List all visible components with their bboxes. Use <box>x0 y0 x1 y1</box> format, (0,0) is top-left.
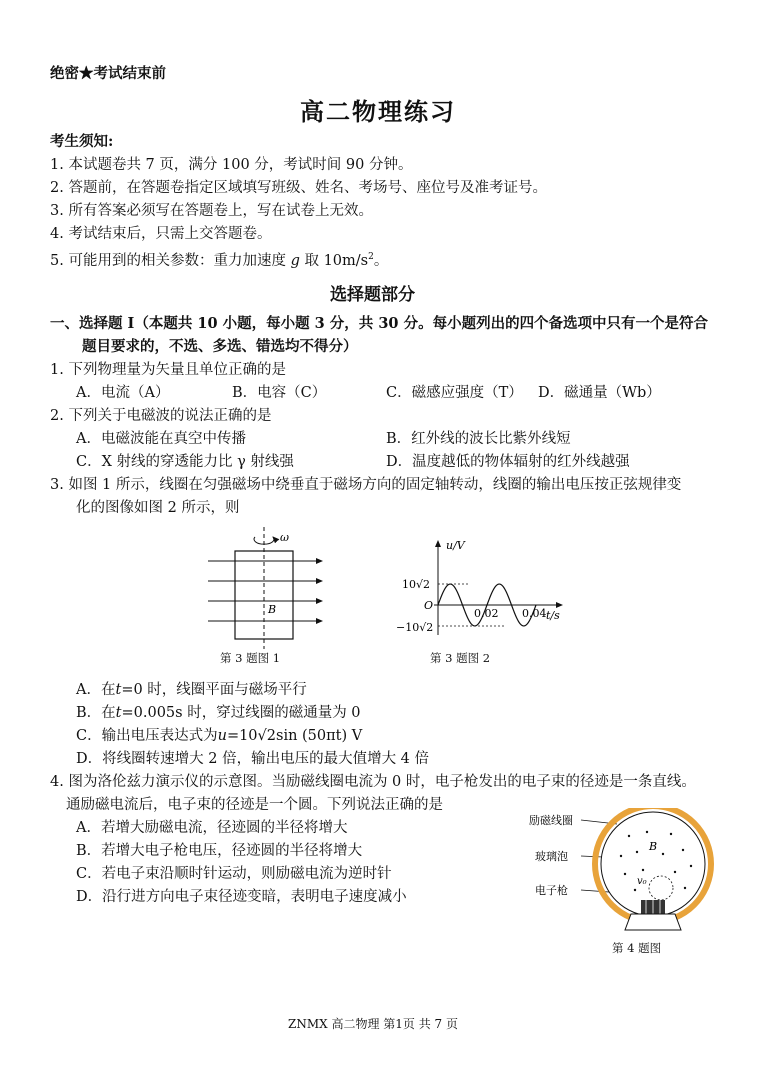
q1-stem: 1. 下列物理量为矢量且单位正确的是 <box>50 362 286 378</box>
q4-option-a: A．若增大励磁电流，径迹圆的半径将增大 <box>76 820 348 836</box>
page-title: 高二物理练习 <box>300 97 456 126</box>
q4-option-b: B．若增大电子枪电压，径迹圆的半径将增大 <box>76 843 363 859</box>
q2-option-d: D．温度越低的物体辐射的红外线越强 <box>386 454 630 470</box>
x-tick-label: 0.02 <box>474 607 499 620</box>
instruction-item-5: 5. 可能用到的相关参数：重力加速度 g 取 $10m/s^2$。 <box>50 252 389 269</box>
y-max-label: 10√2 <box>402 578 431 591</box>
coil-label: 励磁线圈 <box>529 814 573 827</box>
field-b-label: B <box>268 603 277 616</box>
q1-option-d: D．磁通量（Wb） <box>538 385 661 401</box>
instruction-item: 4. 考试结束后，只需上交答题卷。 <box>50 226 272 242</box>
v0-label: v₀ <box>637 876 647 887</box>
omega-label: ω <box>280 531 289 544</box>
page-footer: ZNMX 高二物理 第1页 共 7 页 <box>288 1017 459 1031</box>
q3-stem-cont: 化的图像如图 2 所示，则 <box>76 500 240 516</box>
bulb-label: 玻璃泡 <box>535 850 568 863</box>
q2-option-a: A．电磁波能在真空中传播 <box>76 431 246 447</box>
q4-figure-caption: 第 4 题图 <box>612 941 662 955</box>
q3-option-d: D．将线圈转速增大 2 倍，输出电压的最大值增大 4 倍 <box>76 751 430 767</box>
x-axis-label: t/s <box>546 609 560 622</box>
base-stand <box>625 914 681 930</box>
q3-option-a: A．在t=0 时，线圈平面与磁场平行 <box>76 682 307 698</box>
instruction-item: 1. 本试题卷共 7 页，满分 100 分，考试时间 90 分钟。 <box>50 157 413 173</box>
q4-stem-cont: 通励磁电流后，电子束的径迹是一个圆。下列说法正确的是 <box>66 797 443 813</box>
q3-figure-1 <box>200 525 330 650</box>
q1-option-b: B．电容（C） <box>232 385 327 401</box>
y-min-label: −10√2 <box>396 621 434 634</box>
section-title: 选择题部分 <box>330 285 415 305</box>
instruction-item: 2. 答题前，在答题卷指定区域填写班级、姓名、考场号、座位号及准考证号。 <box>50 180 547 196</box>
gun-label: 电子枪 <box>535 884 568 897</box>
q4-option-d: D．沿行进方向电子束径迹变暗，表明电子速度减小 <box>76 889 407 905</box>
q2-option-c: C．X 射线的穿透能力比 γ 射线强 <box>76 454 294 470</box>
q3-figure-2-caption: 第 3 题图 2 <box>430 651 491 665</box>
q2-option-b: B．红外线的波长比紫外线短 <box>386 431 571 447</box>
q1-option-a: A．电流（A） <box>76 385 170 401</box>
q2-stem: 2. 下列关于电磁波的说法正确的是 <box>50 408 272 424</box>
part1-instructions-cont: 题目要求的，不选、多选、错选均不得分） <box>82 338 358 355</box>
origin-label: O <box>424 599 434 612</box>
q3-stem: 3. 如图 1 所示，线圈在匀强磁场中绕垂直于磁场方向的固定轴转动，线圈的输出电压按正弦规律变 <box>50 477 682 493</box>
part1-instructions: 一、选择题 I（本题共 10 小题，每小题 3 分，共 30 分。每小题列出的四个备选项中只有一个是符合 <box>50 315 709 332</box>
q4-stem: 4. 图为洛伦兹力演示仪的示意图。当励磁线圈电流为 0 时，电子枪发出的电子束的径迹是一条直线。 <box>50 774 696 790</box>
instructions-heading: 考生须知: <box>50 133 114 150</box>
q3-option-b: B．在t=0.005s 时，穿过线圈的磁通量为 0 <box>76 705 361 721</box>
q3-figure-1-caption: 第 3 题图 1 <box>220 651 281 665</box>
x-tick-label: 0.04 <box>522 607 547 620</box>
q3-figure-2 <box>390 535 570 640</box>
field-lines <box>208 561 322 621</box>
instruction-item: 3. 所有答案必须写在答题卷上，写在试卷上无效。 <box>50 203 373 219</box>
y-axis-label: u/V <box>446 539 465 552</box>
field-b-label: B <box>649 840 658 853</box>
confidential-label: 绝密★考试结束前 <box>50 65 166 82</box>
q4-figure <box>525 808 715 938</box>
q1-option-c: C．磁感应强度（T） <box>386 385 523 401</box>
q3-option-c: C．输出电压表达式为u=10√2sin (50πt) V <box>76 728 363 744</box>
q4-option-c: C．若电子束沿顺时针运动，则励磁电流为逆时针 <box>76 866 392 882</box>
